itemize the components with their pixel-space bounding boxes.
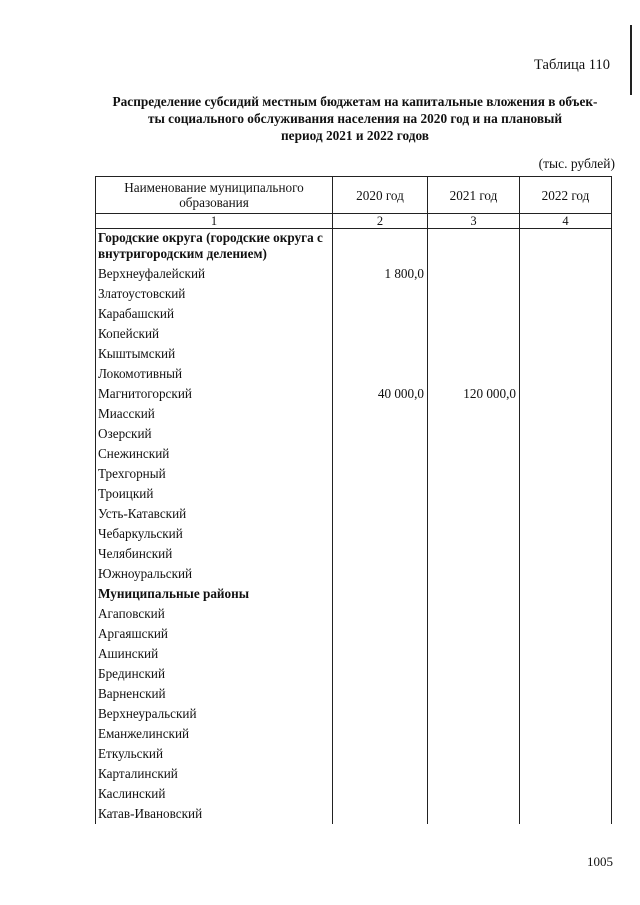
column-number: 1	[96, 214, 333, 229]
amount-2020	[333, 724, 428, 744]
municipality-name: Златоустовский	[96, 284, 333, 304]
municipality-name: Трехгорный	[96, 464, 333, 484]
document-title	[90, 93, 620, 144]
table-row	[96, 644, 612, 664]
amount-2021: 120 000,0	[428, 384, 520, 404]
municipality-name: Локомотивный	[96, 364, 333, 384]
amount-2020	[333, 424, 428, 444]
amount-2020	[333, 504, 428, 524]
table-row	[96, 724, 612, 744]
amount-2020	[333, 404, 428, 424]
municipality-name: Карабашский	[96, 304, 333, 324]
amount-2022	[520, 404, 612, 424]
municipality-name: Верхнеуральский	[96, 704, 333, 724]
amount-2020	[333, 484, 428, 504]
amount-2022	[520, 704, 612, 724]
amount-2021	[428, 664, 520, 684]
column-header-name: Наименование муниципального образования	[96, 177, 333, 214]
title-line: период 2021 и 2022 годов	[281, 128, 429, 143]
amount-2022	[520, 424, 612, 444]
amount-2021	[428, 524, 520, 544]
column-header-2020: 2020 год	[333, 177, 428, 214]
amount-2022	[520, 324, 612, 344]
municipality-name: Озерский	[96, 424, 333, 444]
table-row	[96, 404, 612, 424]
column-number-row	[96, 214, 612, 229]
amount-2021	[428, 684, 520, 704]
amount-2020	[333, 784, 428, 804]
amount-2021	[428, 484, 520, 504]
table-row	[96, 624, 612, 644]
amount-2022	[520, 744, 612, 764]
amount-2021	[428, 784, 520, 804]
table-row	[96, 684, 612, 704]
amount-2021	[428, 764, 520, 784]
amount-2021	[428, 504, 520, 524]
table-row	[96, 384, 612, 404]
group-cell	[428, 584, 520, 604]
amount-2022	[520, 804, 612, 824]
amount-2022	[520, 364, 612, 384]
amount-2022	[520, 484, 612, 504]
amount-2022	[520, 724, 612, 744]
table-row	[96, 784, 612, 804]
amount-2020	[333, 304, 428, 324]
amount-2022	[520, 384, 612, 404]
column-number: 3	[428, 214, 520, 229]
group-cell	[333, 229, 428, 265]
page-number: 1005	[587, 854, 613, 869]
amount-2020	[333, 464, 428, 484]
amount-2022	[520, 284, 612, 304]
column-header-2022: 2022 год	[520, 177, 612, 214]
table-row	[96, 304, 612, 324]
group-cell	[428, 229, 520, 265]
table-row	[96, 424, 612, 444]
amount-2020: 1 800,0	[333, 264, 428, 284]
municipality-name: Магнитогорский	[96, 384, 333, 404]
amount-2020	[333, 324, 428, 344]
column-header-2021: 2021 год	[428, 177, 520, 214]
amount-2020	[333, 684, 428, 704]
amount-2022	[520, 764, 612, 784]
amount-2021	[428, 324, 520, 344]
table-row	[96, 664, 612, 684]
amount-2020	[333, 364, 428, 384]
amount-2020	[333, 564, 428, 584]
amount-2020	[333, 344, 428, 364]
amount-2022	[520, 604, 612, 624]
amount-2020	[333, 624, 428, 644]
municipality-name: Еманжелинский	[96, 724, 333, 744]
column-number: 2	[333, 214, 428, 229]
amount-2020	[333, 284, 428, 304]
amount-2021	[428, 624, 520, 644]
amount-2021	[428, 444, 520, 464]
group-title: Городские округа (городские округа с внутригородским делением)	[96, 229, 333, 265]
amount-2021	[428, 344, 520, 364]
table-row	[96, 564, 612, 584]
amount-2021	[428, 724, 520, 744]
table-row	[96, 364, 612, 384]
amount-2020	[333, 644, 428, 664]
group-cell	[333, 584, 428, 604]
municipality-name: Южноуральский	[96, 564, 333, 584]
amount-2022	[520, 784, 612, 804]
group-cell	[520, 229, 612, 265]
amount-2022	[520, 664, 612, 684]
amount-2022	[520, 504, 612, 524]
amount-2021	[428, 304, 520, 324]
municipality-name: Миасский	[96, 404, 333, 424]
amount-2022	[520, 464, 612, 484]
amount-2020	[333, 604, 428, 624]
table-row	[96, 484, 612, 504]
table-row	[96, 604, 612, 624]
municipality-name: Еткульский	[96, 744, 333, 764]
municipality-name: Варненский	[96, 684, 333, 704]
title-line: ты социального обслуживания населения на 2020 год и на плановый	[147, 111, 563, 126]
amount-2021	[428, 804, 520, 824]
municipality-name: Катав-Ивановский	[96, 804, 333, 824]
amount-2022	[520, 544, 612, 564]
table-row	[96, 284, 612, 304]
municipality-name: Челябинский	[96, 544, 333, 564]
municipality-name: Снежинский	[96, 444, 333, 464]
amount-2022	[520, 444, 612, 464]
amount-2020	[333, 664, 428, 684]
title-line: Распределение субсидий местным бюджетам на капитальные вложения в объек-	[112, 94, 598, 109]
amount-2020	[333, 444, 428, 464]
table-row	[96, 744, 612, 764]
municipality-name: Троицкий	[96, 484, 333, 504]
amount-2020: 40 000,0	[333, 384, 428, 404]
amount-2020	[333, 524, 428, 544]
column-number: 4	[520, 214, 612, 229]
table-row	[96, 324, 612, 344]
amount-2022	[520, 624, 612, 644]
group-cell	[520, 584, 612, 604]
amount-2021	[428, 264, 520, 284]
table-body	[96, 229, 612, 825]
amount-2020	[333, 764, 428, 784]
municipality-name: Копейский	[96, 324, 333, 344]
amount-2021	[428, 564, 520, 584]
municipality-name: Ашинский	[96, 644, 333, 664]
scan-edge-line	[630, 25, 632, 95]
municipality-name: Верхнеуфалейский	[96, 264, 333, 284]
municipality-name: Аргаяшский	[96, 624, 333, 644]
amount-2021	[428, 464, 520, 484]
group-title: Муниципальные районы	[96, 584, 333, 604]
table-row	[96, 504, 612, 524]
table-row	[96, 444, 612, 464]
amount-2021	[428, 744, 520, 764]
amount-2020	[333, 804, 428, 824]
amount-2021	[428, 604, 520, 624]
table-row	[96, 264, 612, 284]
subsidy-table	[95, 176, 612, 824]
municipality-name: Брединский	[96, 664, 333, 684]
amount-2021	[428, 364, 520, 384]
amount-2020	[333, 544, 428, 564]
amount-2021	[428, 704, 520, 724]
table-row	[96, 704, 612, 724]
table-row	[96, 764, 612, 784]
table-label: Таблица 110	[534, 57, 610, 73]
amount-2020	[333, 744, 428, 764]
amount-2022	[520, 344, 612, 364]
municipality-name: Карталинский	[96, 764, 333, 784]
table-row	[96, 804, 612, 824]
amount-2022	[520, 304, 612, 324]
amount-2022	[520, 524, 612, 544]
amount-2021	[428, 644, 520, 664]
municipality-name: Каслинский	[96, 784, 333, 804]
group-row	[96, 584, 612, 604]
units-label: (тыс. рублей)	[538, 156, 615, 171]
municipality-name: Кыштымский	[96, 344, 333, 364]
header-row	[96, 177, 612, 214]
table-row	[96, 344, 612, 364]
amount-2022	[520, 684, 612, 704]
municipality-name: Чебаркульский	[96, 524, 333, 544]
municipality-name: Усть-Катавский	[96, 504, 333, 524]
amount-2022	[520, 264, 612, 284]
amount-2021	[428, 544, 520, 564]
amount-2022	[520, 564, 612, 584]
amount-2021	[428, 424, 520, 444]
table-row	[96, 524, 612, 544]
table-row	[96, 544, 612, 564]
group-row	[96, 229, 612, 265]
amount-2022	[520, 644, 612, 664]
amount-2021	[428, 404, 520, 424]
amount-2020	[333, 704, 428, 724]
table-row	[96, 464, 612, 484]
amount-2021	[428, 284, 520, 304]
municipality-name: Агаповский	[96, 604, 333, 624]
